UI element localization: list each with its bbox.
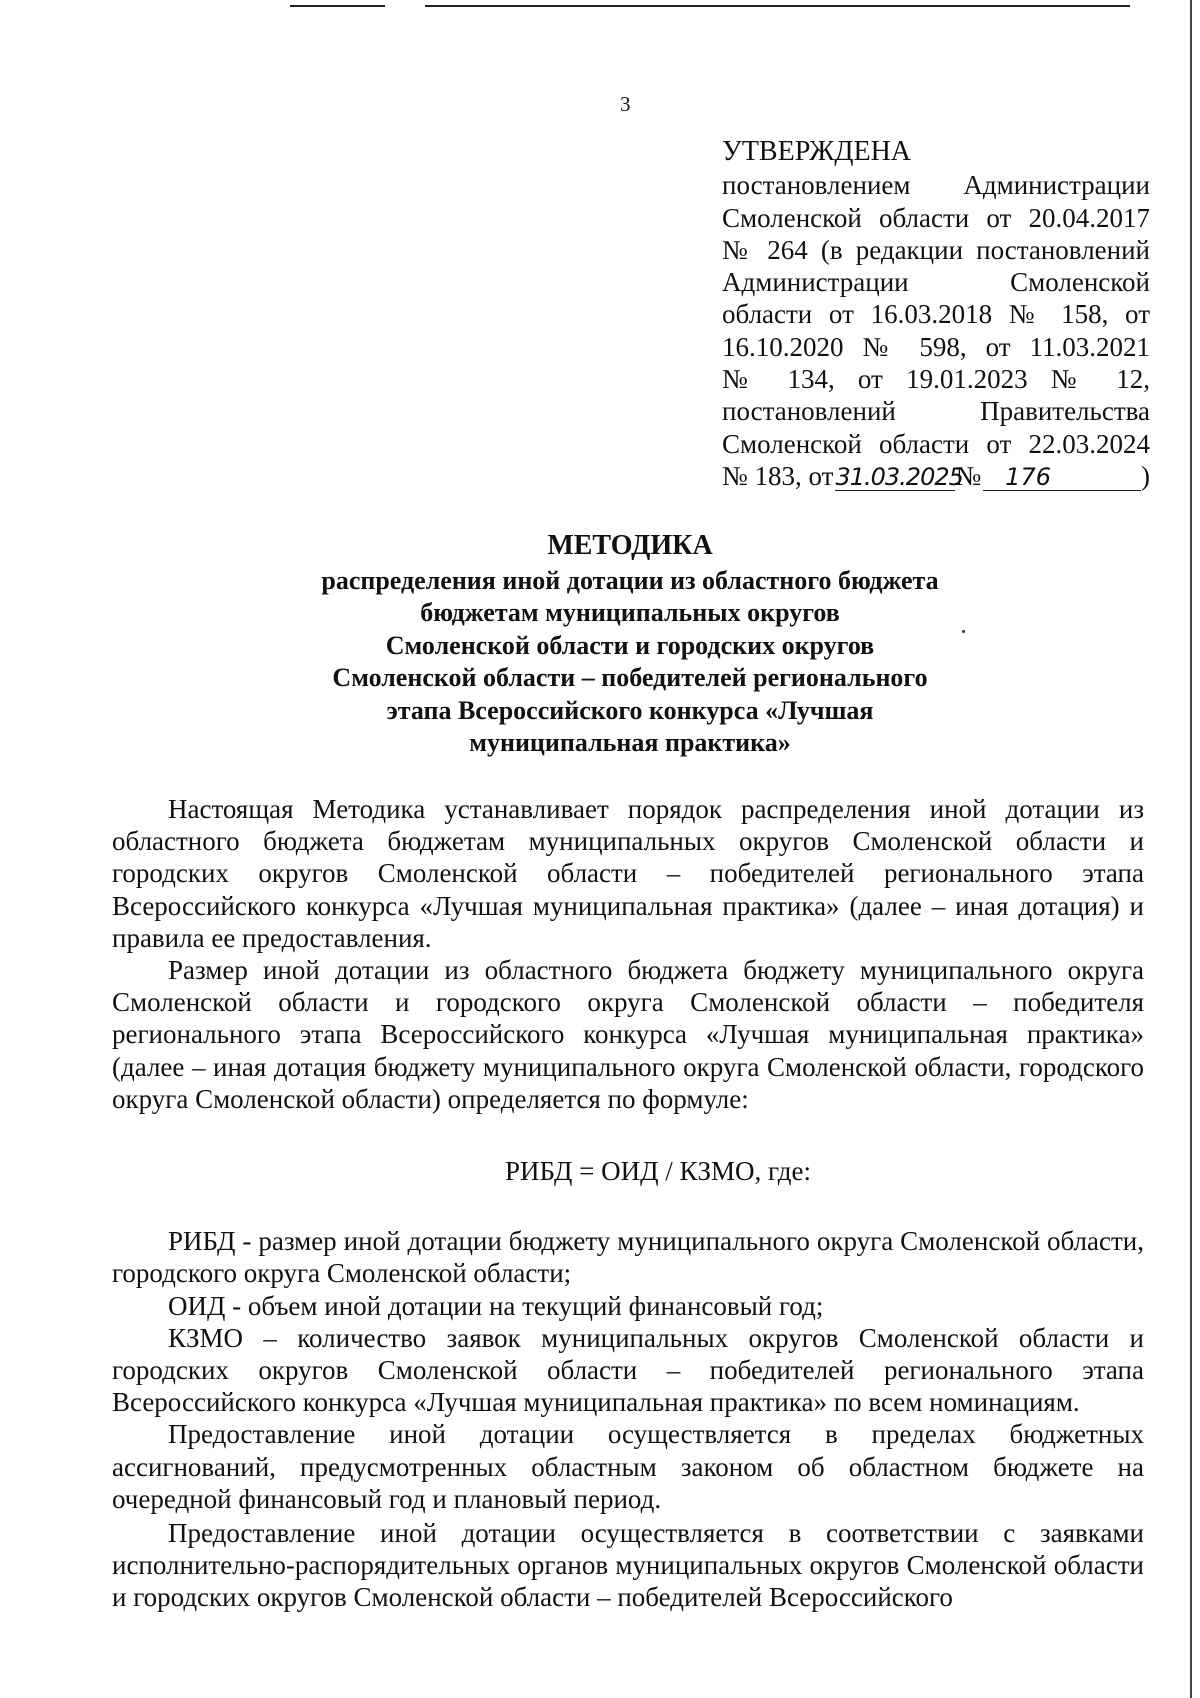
title-subtitle-line: бюджетам муниципальных округов <box>420 598 840 627</box>
title-subtitle-line: Смоленской области и городских округов <box>385 630 875 660</box>
approval-last-line <box>722 460 1150 492</box>
approval-line: 16.10.2020 № 598, от 11.03.2021 <box>722 331 1150 362</box>
paragraph-amount: Размер иной дотации из областного бюджета бюджету муниципального округа Смоленской области и городского округа Смоленской области – победителя регионального этапа Всероссийского конкурса «Лучшая муниципальная практика» (далее – иная дотация бюджету муниципального округа Смоленской области, городского округа Смоленской области) определяется по формуле: <box>112 955 1144 1114</box>
approval-last-prefix: № 183, от <box>722 460 834 491</box>
definition-kzmo: КЗМО – количество заявок муниципальных округов Смоленской области и городских округов Смоленской области – победителей регионального этапа Всероссийского конкурса «Лучшая муниципальная практика» по всем номинациям. <box>112 1322 1144 1418</box>
title-subtitle-line: распределения иной дотации из областного бюджета <box>321 565 939 595</box>
scan-right-edge-line <box>1190 0 1192 1698</box>
formula: РИБД = ОИД / КЗМО, где: <box>504 1156 812 1187</box>
closing-paren: ) <box>1141 460 1150 491</box>
handwritten-number: 176 <box>983 464 1141 491</box>
approval-line: Смоленской области от 20.04.2017 <box>722 202 1150 233</box>
title-subtitle-line: этапа Всероссийского конкурса «Лучшая <box>386 695 874 725</box>
title-subtitle-line: муниципальная практика» <box>469 728 791 757</box>
number-sign: № <box>955 460 982 491</box>
document-body <box>112 793 1144 1614</box>
paragraph-limits: Предоставление иной дотации осуществляется в пределах бюджетных ассигнований, предусмотренных областным законом об областном бюджете на очередной финансовый год и плановый период. <box>112 1419 1144 1514</box>
approval-line: постановлением Администрации <box>722 170 1150 201</box>
paragraph-scope: Настоящая Методика устанавливает порядок распределения иной дотации из областного бюджета бюджетам муниципальных округов Смоленской области и городских округов Смоленской области – победителей регионального этапа Всероссийского конкурса «Лучшая муниципальная практика» (далее – иная дотация) и правила ее предоставления. <box>112 794 1144 953</box>
approval-stamp: УТВЕРЖДЕНА <box>722 136 912 167</box>
document-title <box>270 530 990 760</box>
scan-speck <box>962 630 965 633</box>
approval-line: области от 16.03.2018 № 158, от <box>722 299 1150 330</box>
title-main: МЕТОДИКА <box>547 530 713 561</box>
scan-top-edge-gap <box>385 3 425 9</box>
definition-oid: ОИД - объем иной дотации на текущий финансовый год; <box>168 1290 824 1321</box>
definition-ribd: РИБД - размер иной дотации бюджету муниципального округа Смоленской области, городского округа Смоленской области; <box>112 1226 1144 1289</box>
paragraph-applications: Предоставление иной дотации осуществляется в соответствии с заявками исполнительно-распорядительных органов муниципальных округов Смоленской области и городских округов Смоленской области – победителей Всероссийского <box>112 1518 1144 1613</box>
handwritten-date: 31.03.2025 <box>835 462 963 491</box>
approval-line: № 134, от 19.01.2023 № 12, <box>722 364 1150 395</box>
approval-line: № 264 (в редакции постановлений <box>722 234 1150 265</box>
approval-line: постановлений Правительства <box>722 396 1150 427</box>
approval-line: Администрации Смоленской <box>722 267 1150 298</box>
approval-block <box>722 136 1150 492</box>
approval-line: Смоленской области от 22.03.2024 <box>722 428 1150 459</box>
page-number: 3 <box>620 92 631 116</box>
title-subtitle-line: Смоленской области – победителей регионального <box>332 663 928 692</box>
